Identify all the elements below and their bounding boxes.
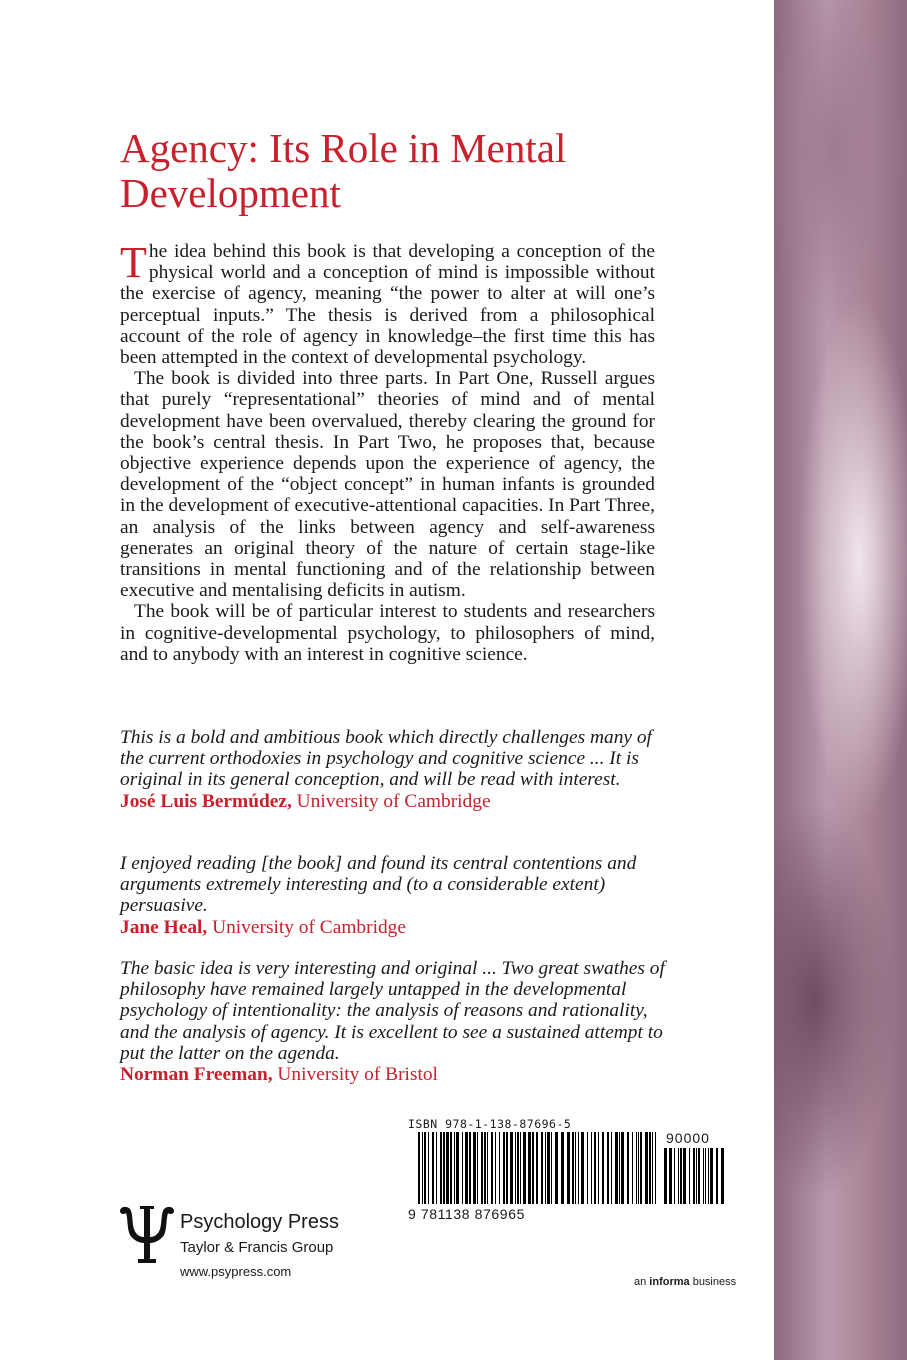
- isbn-label: ISBN 978-1-138-87696-5: [408, 1117, 572, 1131]
- barcode-bar: [632, 1132, 633, 1204]
- blurb-paragraph-3: The book will be of particular interest to students and researchers in cognitive-developmental psychology, to philosophers of mind, and to anybody with an interest in cognitive science.: [120, 601, 655, 665]
- barcode-bar: [674, 1148, 675, 1204]
- barcode-bar: [721, 1148, 724, 1204]
- barcode-bar: [477, 1132, 478, 1204]
- barcode-bar: [689, 1148, 690, 1204]
- ean-barcode: [418, 1132, 658, 1204]
- review-quote: The basic idea is very interesting and original ... Two great swathes of philosophy have remained largely untapped in the developmental psychology of intentionality: the analysis of reasons and rationality, and the analysis of agency. It is excellent to see a sustained attempt to put the latter on the agenda.: [120, 958, 665, 1064]
- barcode-bar: [708, 1148, 709, 1204]
- barcode-bar: [443, 1132, 445, 1204]
- barcode-bar: [532, 1132, 534, 1204]
- barcode-bar: [462, 1132, 463, 1204]
- barcode-bar: [710, 1148, 713, 1204]
- barcode-bar: [432, 1132, 434, 1204]
- barcode-bar: [572, 1132, 574, 1204]
- barcode-bar: [652, 1132, 653, 1204]
- reviewer-name: Jane Heal,: [120, 916, 208, 938]
- barcode-bar: [698, 1148, 700, 1204]
- barcode-bar: [615, 1132, 618, 1204]
- barcode-bar: [716, 1148, 718, 1204]
- barcode-bar: [555, 1132, 558, 1204]
- barcode-bar: [567, 1132, 570, 1204]
- blurb: [120, 238, 655, 665]
- barcode-bar: [640, 1132, 642, 1204]
- barcode-bar: [664, 1148, 667, 1204]
- reviewer-affiliation: University of Cambridge: [207, 916, 406, 938]
- review-source: [120, 791, 680, 812]
- informa-prefix: an: [634, 1276, 650, 1288]
- barcode-bar: [627, 1132, 629, 1204]
- barcode-bar: [422, 1132, 423, 1204]
- blurb-paragraph-1: [120, 238, 655, 369]
- barcode-bar: [428, 1132, 429, 1204]
- barcode-bar: [602, 1132, 604, 1204]
- barcode-bar: [446, 1132, 449, 1204]
- barcode-bar: [510, 1132, 513, 1204]
- barcode-bar: [649, 1132, 651, 1204]
- barcode-bar: [465, 1132, 468, 1204]
- psychology-press-logo-icon: [118, 1205, 176, 1265]
- barcode-bar: [655, 1132, 656, 1204]
- barcode-bar: [440, 1132, 442, 1204]
- reviewer-name: José Luis Bermúdez,: [120, 790, 292, 812]
- barcode-bar: [705, 1148, 706, 1204]
- barcode-bar: [541, 1132, 543, 1204]
- barcode-bar: [621, 1132, 624, 1204]
- barcode-bar: [683, 1148, 686, 1204]
- barcode-bar: [619, 1132, 620, 1204]
- barcode-bar: [696, 1148, 697, 1204]
- barcode-bar: [456, 1132, 459, 1204]
- barcode-bar: [607, 1132, 609, 1204]
- barcode-bar: [547, 1132, 550, 1204]
- barcode-bar: [418, 1132, 420, 1204]
- barcode-bar: [469, 1132, 471, 1204]
- barcode-bar: [638, 1132, 639, 1204]
- publisher-group: Taylor & Francis Group: [180, 1239, 334, 1256]
- barcode-bar: [561, 1132, 564, 1204]
- barcode-bar: [520, 1132, 521, 1204]
- barcode-bar: [591, 1132, 592, 1204]
- informa-suffix: business: [689, 1276, 737, 1288]
- barcode-bar: [491, 1132, 493, 1204]
- barcode-bar: [523, 1132, 526, 1204]
- barcode-bar: [536, 1132, 538, 1204]
- barcode-bar: [578, 1132, 579, 1204]
- barcode-bar: [450, 1132, 452, 1204]
- publisher-name: Psychology Press: [180, 1211, 339, 1233]
- blurb-paragraph-2: The book is divided into three parts. In Part One, Russell argues that purely “representational” theories of mind and of mental development have been overvalued, thereby clearing the ground for the book’s central thesis. In Part Two, he proposes that, because objective experience depends upon the experience of agency, the development of the “object concept” in human infants is grounded in the development of executive-attentional capacities. In Part Three, an analysis of the links between agency and self-awareness generates an original theory of the nature of certain stage-like transitions in mental functioning and of the relationship between executive and mentalising deficits in autism.: [120, 368, 655, 602]
- barcode-bar: [587, 1132, 588, 1204]
- drop-cap: T: [120, 238, 147, 287]
- review-quote: I enjoyed reading [the book] and found its central contentions and arguments extremely interesting and (to a considerable extent) persuasive.: [120, 853, 637, 917]
- barcode-bar: [528, 1132, 531, 1204]
- review-source: [120, 917, 680, 938]
- barcode-bar: [487, 1132, 488, 1204]
- informa-brand: informa: [649, 1276, 690, 1288]
- book-title: Agency: Its Role in Mental Development: [120, 125, 567, 216]
- barcode-bar: [636, 1132, 637, 1204]
- blurb-paragraph-1-text: he idea behind this book is that developing a conception of the physical world and a conception of mind is impossible without the exercise of agency, meaning “the power to alter at will one’s perceptual inputs.” The thesis is derived from a philosophical account of the role of agency in knowledge–the first time this has been attempted in the context of developmental psychology.: [120, 241, 655, 369]
- review-quote: This is a bold and ambitious book which directly challenges many of the current orthodoxies in psychology and cognitive science ... It is original in its general conception, and will be read with interest.: [120, 727, 652, 791]
- barcode-bar: [495, 1132, 496, 1204]
- review-bermudez: [120, 727, 680, 812]
- barcode-bar: [506, 1132, 508, 1204]
- review-source: [120, 1064, 680, 1085]
- reviewer-name: Norman Freeman,: [120, 1064, 273, 1086]
- publisher-website: www.psypress.com: [180, 1264, 292, 1279]
- reviewer-affiliation: University of Cambridge: [291, 790, 491, 812]
- barcode-bar: [669, 1148, 672, 1204]
- barcode-bar: [598, 1132, 599, 1204]
- barcode-bar: [581, 1132, 584, 1204]
- barcode-bar: [645, 1132, 648, 1204]
- barcode-bar: [680, 1148, 682, 1204]
- barcode-bar: [678, 1148, 679, 1204]
- barcode-bar: [575, 1132, 576, 1204]
- barcode-bar: [484, 1132, 486, 1204]
- review-heal: [120, 853, 680, 938]
- barcode-bar: [545, 1132, 546, 1204]
- barcode-bar: [424, 1132, 426, 1204]
- barcode-bar: [611, 1132, 612, 1204]
- barcode-bar: [551, 1132, 552, 1204]
- review-freeman: [120, 958, 680, 1085]
- barcode-bar: [693, 1148, 696, 1204]
- reviewer-affiliation: University of Bristol: [272, 1064, 438, 1086]
- addon-barcode: [664, 1148, 726, 1204]
- barcode-bar: [454, 1132, 455, 1204]
- barcode-bar: [515, 1132, 516, 1204]
- barcode-bar: [481, 1132, 483, 1204]
- addon-digits: 90000: [666, 1130, 710, 1146]
- barcode-bar: [473, 1132, 476, 1204]
- informa-tagline: [634, 1276, 736, 1288]
- barcode-bar: [703, 1148, 704, 1204]
- barcode-bar: [503, 1132, 505, 1204]
- barcode-bar: [517, 1132, 519, 1204]
- barcode-bar: [436, 1132, 437, 1204]
- ean-digits: 9 781138 876965: [408, 1206, 525, 1222]
- barcode-bar: [594, 1132, 596, 1204]
- barcode-bar: [499, 1132, 500, 1204]
- spine-edge: [774, 0, 907, 1360]
